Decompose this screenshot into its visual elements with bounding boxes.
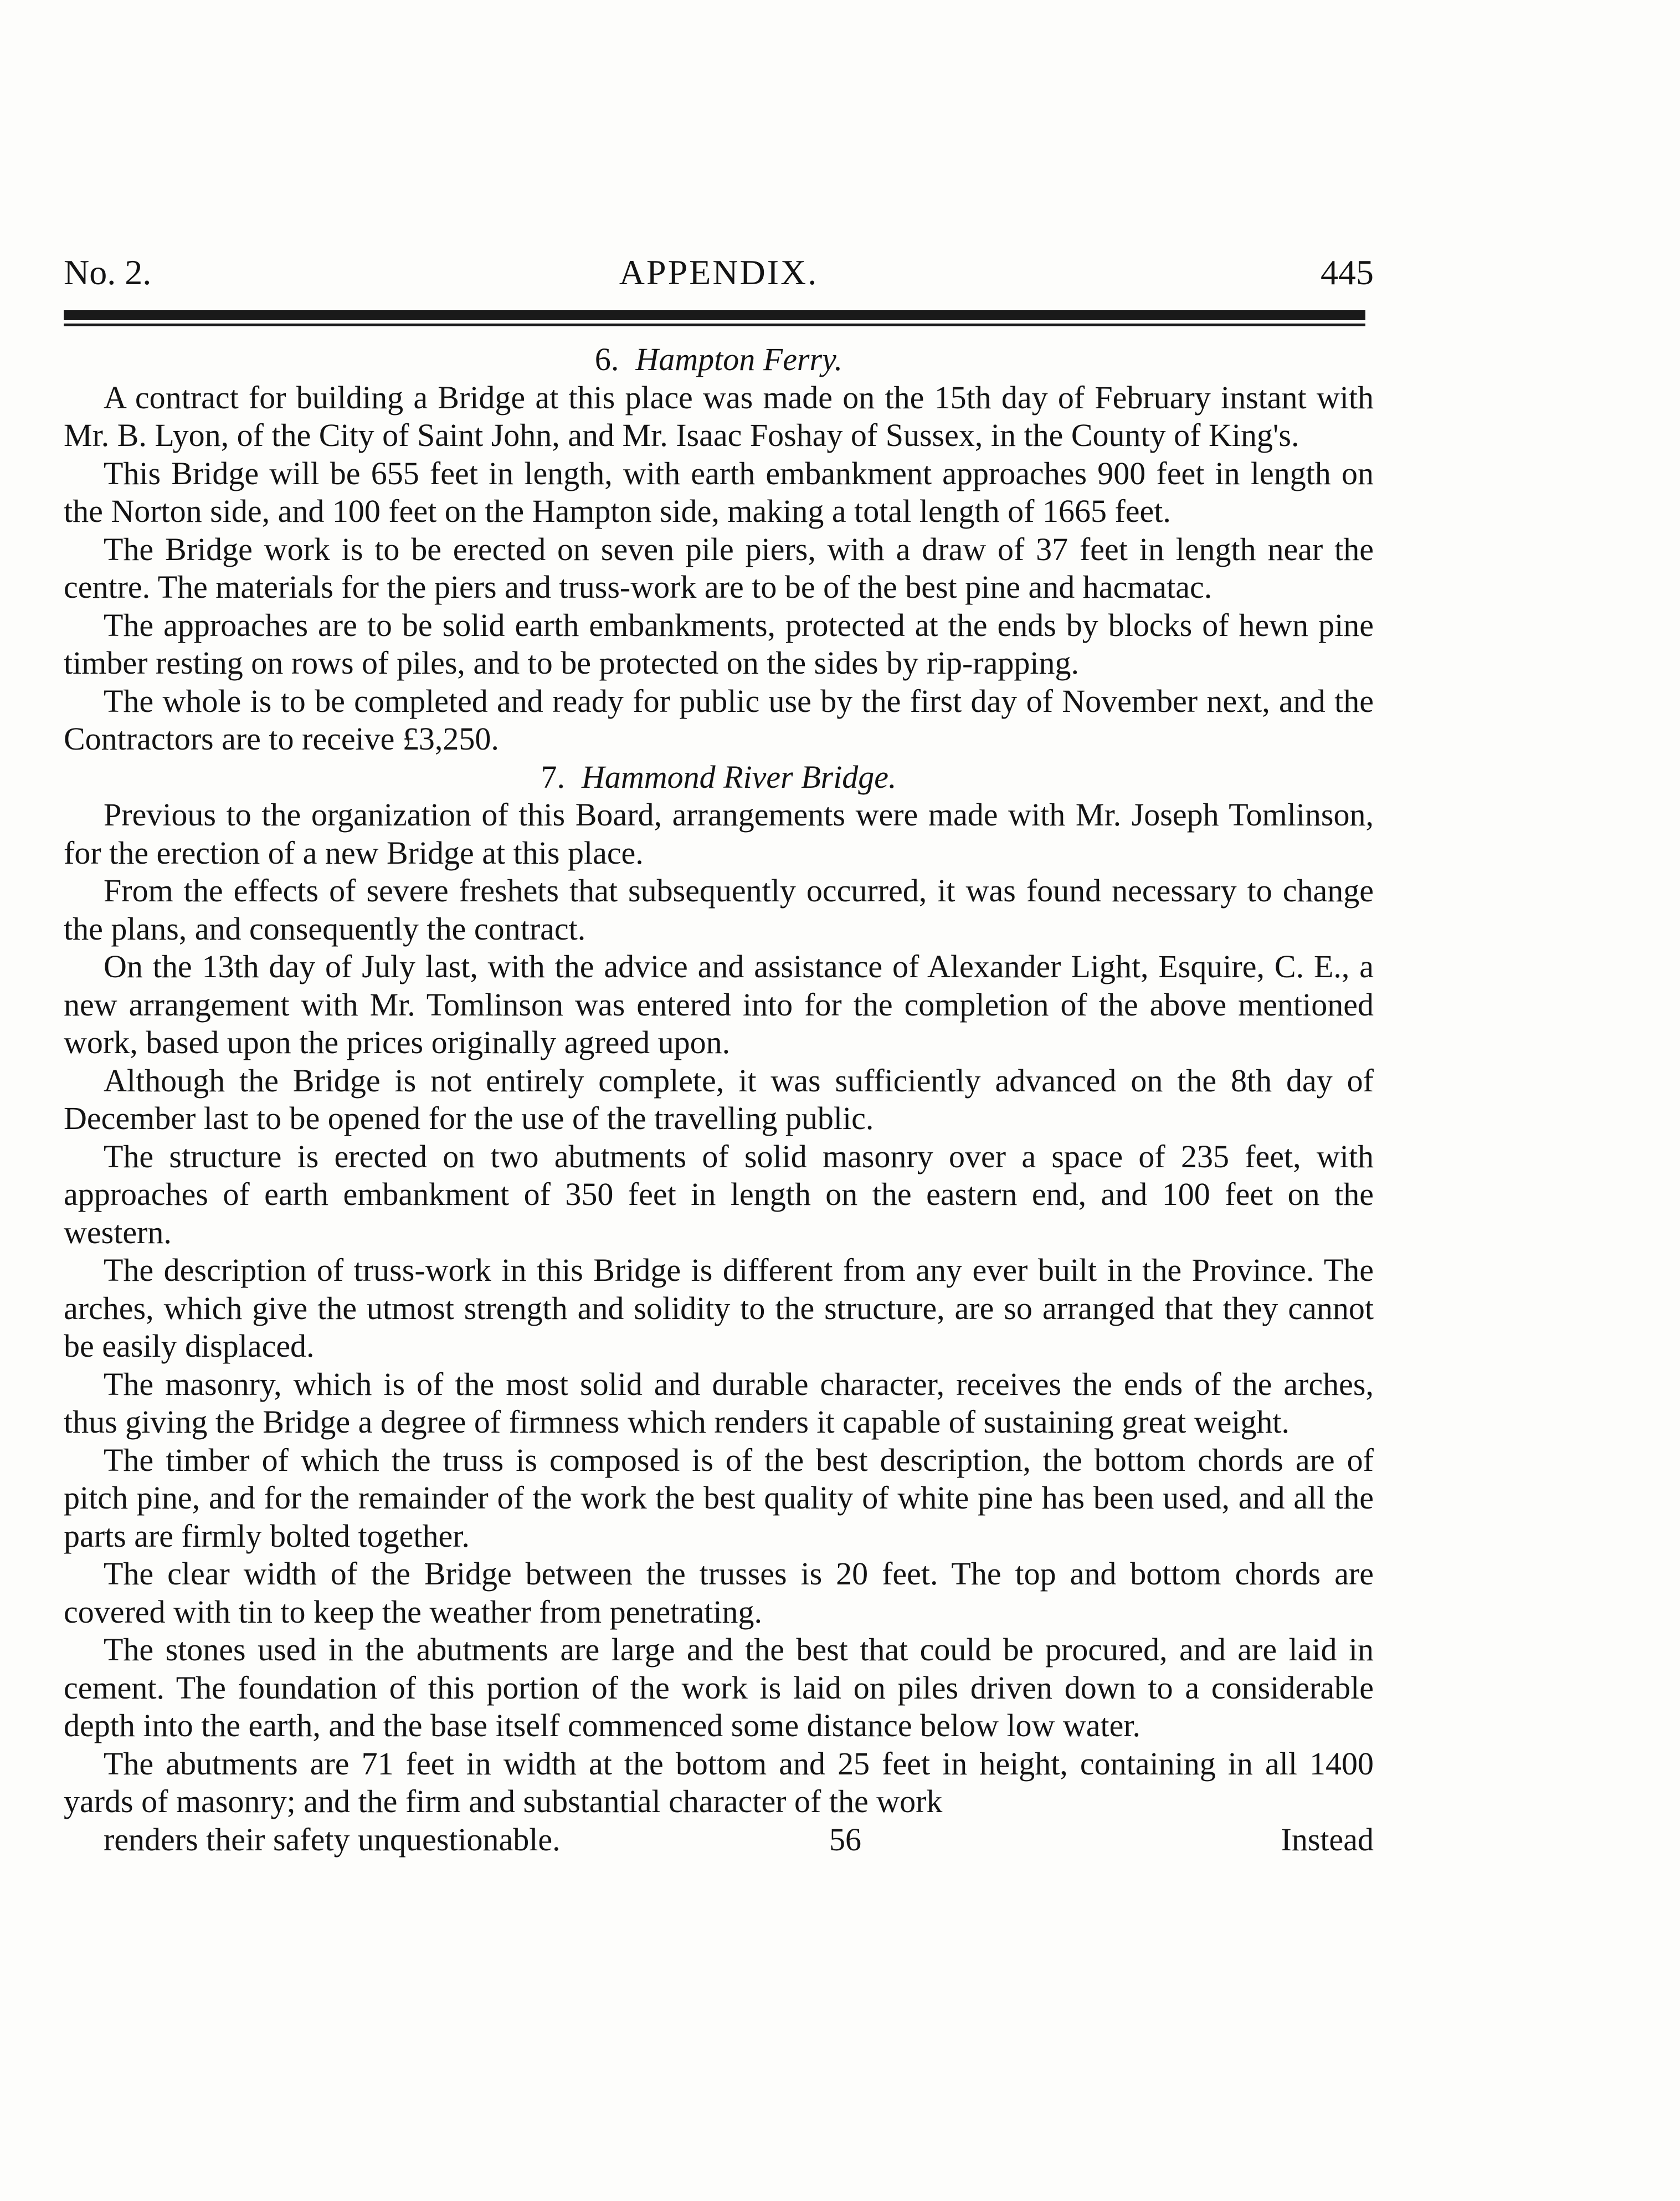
- paragraph: The description of truss-work in this Bridge is different from any ever built in the Province. The arches, which give the utmost strength and solidity to the structure, are so arranged that they cannot be easily displaced.: [64, 1252, 1374, 1364]
- paragraph: A contract for building a Bridge at this place was made on the 15th day of February instant with Mr. B. Lyon, of the City of Saint John, and Mr. Isaac Foshay of Sussex, in the County of King's.: [64, 379, 1374, 453]
- paragraph-last-start: The abutments are 71 feet in width at the bottom and 25 feet in height, containing in all 1400 yards of masonry; and the firm and substantial character of the work: [64, 1745, 1374, 1819]
- paragraph: Previous to the organization of this Board, arrangements were made with Mr. Joseph Tomlinson, for the erection of a new Bridge at this place.: [64, 797, 1374, 871]
- section-number: 7.: [541, 758, 565, 795]
- header-title: APPENDIX.: [619, 253, 819, 292]
- section-heading-hampton-ferry: [64, 341, 1374, 379]
- paragraph: The stones used in the abutments are large and the best that could be procured, and are laid in cement. The foundation of this portion of the work is laid on piles driven down to a considerable depth into the earth, and the base itself commenced some distance below low water.: [64, 1631, 1374, 1743]
- page-header: [64, 252, 1374, 296]
- section-heading-hammond-river-bridge: [64, 758, 1374, 797]
- paragraph: The timber of which the truss is composed is of the best description, the bottom chords are of pitch pine, and for the remainder of the work the best quality of white pine has been used, and all the parts are firmly bolted together.: [64, 1441, 1374, 1554]
- header-page-number: 445: [1321, 253, 1374, 292]
- page-footer-line: [64, 1821, 1374, 1859]
- header-rule-thin: [64, 324, 1365, 326]
- header-rule-thick: [64, 310, 1365, 320]
- paragraph-last-end: renders their safety unquestionable.: [104, 1821, 561, 1858]
- paragraph: The Bridge work is to be erected on seven pile piers, with a draw of 37 feet in length near the centre. The materials for the piers and truss-work are to be of the best pine and hacmatac.: [64, 531, 1374, 605]
- header-section-number: No. 2.: [64, 253, 152, 292]
- signature-number: 56: [829, 1821, 861, 1858]
- paragraph: The approaches are to be solid earth embankments, protected at the ends by blocks of hewn pine timber resting on rows of piles, and to be protected on the sides by rip-rapping.: [64, 607, 1374, 681]
- paragraph: The whole is to be completed and ready for public use by the first day of November next, and the Contractors are to receive £3,250.: [64, 683, 1374, 757]
- paragraph: On the 13th day of July last, with the advice and assistance of Alexander Light, Esquire, C. E., a new arrangement with Mr. Tomlinson was entered into for the completion of the above mentioned work, based upon the prices originally agreed upon.: [64, 948, 1374, 1060]
- paragraph: The structure is erected on two abutments of solid masonry over a space of 235 feet, with approaches of earth embankment of 350 feet in length on the eastern end, and 100 feet on the western.: [64, 1138, 1374, 1250]
- catchword: Instead: [1281, 1821, 1374, 1858]
- paragraph: The masonry, which is of the most solid and durable character, receives the ends of the arches, thus giving the Bridge a degree of firmness which renders it capable of sustaining great weight.: [64, 1366, 1374, 1440]
- paragraph: Although the Bridge is not entirely complete, it was sufficiently advanced on the 8th day of December last to be opened for the use of the travelling public.: [64, 1062, 1374, 1136]
- section-title: Hampton Ferry.: [635, 341, 843, 377]
- body-text: [64, 341, 1374, 1859]
- section-number: 6.: [594, 341, 619, 377]
- paragraph: From the effects of severe freshets that subsequently occurred, it was found necessary to change the plans, and consequently the contract.: [64, 873, 1374, 947]
- section-title: Hammond River Bridge.: [581, 758, 897, 795]
- paragraph: This Bridge will be 655 feet in length, with earth embankment approaches 900 feet in length on the Norton side, and 100 feet on the Hampton side, making a total length of 1665 feet.: [64, 455, 1374, 529]
- paragraph: The clear width of the Bridge between the trusses is 20 feet. The top and bottom chords are covered with tin to keep the weather from penetrating.: [64, 1556, 1374, 1630]
